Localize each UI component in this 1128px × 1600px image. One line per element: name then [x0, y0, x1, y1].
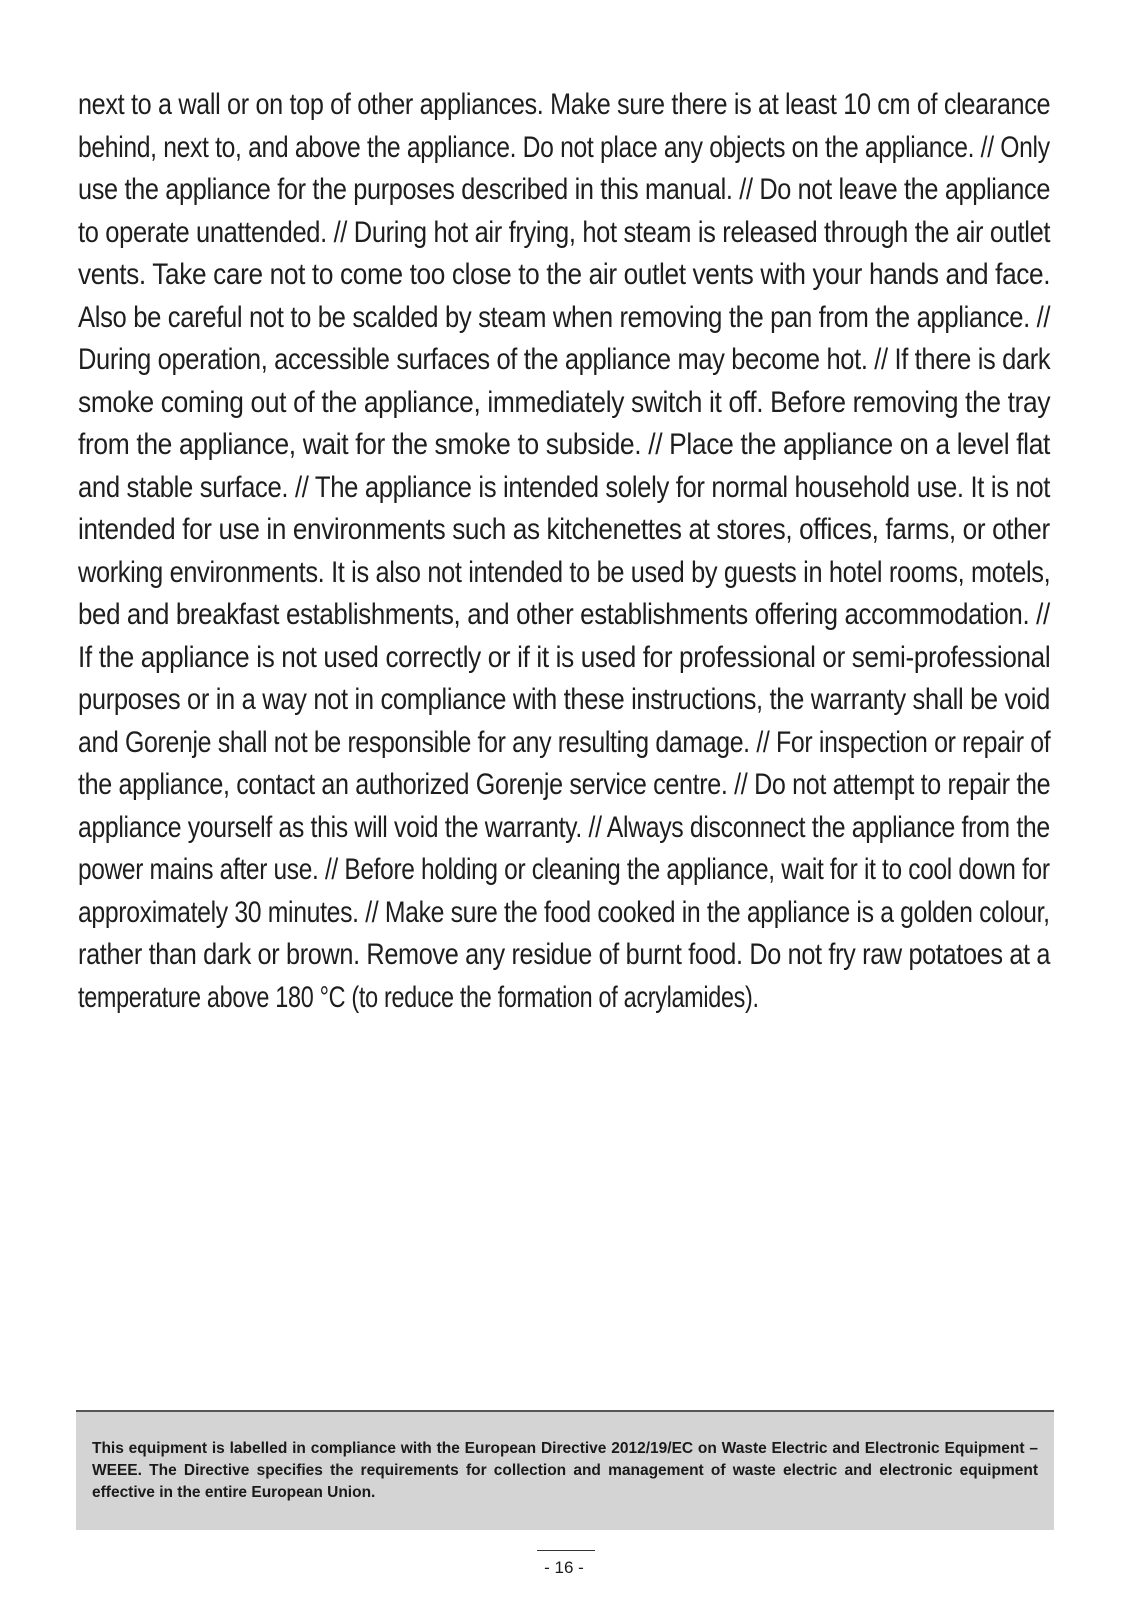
footer-divider: [537, 1550, 595, 1551]
body-text-line: next to a wall or on top of other appliances. Make sure there is at least 10 cm of clearance: [78, 88, 1051, 121]
body-text-line: intended for use in environments such as kitchenettes at stores, offices, farms, or other: [78, 513, 1050, 546]
body-text-line: and Gorenje shall not be responsible for any resulting damage. // For inspection or repair of: [78, 725, 1051, 759]
body-text-line: power mains after use. // Before holding or cleaning the appliance, wait for it to cool down for: [78, 853, 1050, 886]
body-text-line: the appliance, contact an authorized Gorenje service centre. // Do not attempt to repair the: [78, 768, 1051, 801]
body-text-line: and stable surface. // The appliance is intended solely for normal household use. It is not: [78, 470, 1051, 504]
body-text-line: purposes or in a way not in compliance with these instructions, the warranty shall be void: [78, 683, 1050, 716]
body-text-line: vents. Take care not to come too close to the air outlet vents with your hands and face.: [78, 258, 1051, 291]
body-text-line: temperature above 180 °C (to reduce the formation of acrylamides).: [78, 980, 759, 1014]
weee-notice-box: [76, 1410, 1054, 1530]
body-text-line: bed and breakfast establishments, and other establishments offering accommodation. //: [78, 598, 1050, 631]
body-text-line: behind, next to, and above the appliance. Do not place any objects on the appliance. // Only: [78, 130, 1050, 164]
safety-instructions-text: [78, 84, 1050, 1019]
body-text-line: appliance yourself as this will void the warranty. // Always disconnect the appliance from the: [78, 810, 1050, 844]
body-text-line: If the appliance is not used correctly or if it is used for professional or semi-professional: [78, 640, 1051, 674]
body-text-line: approximately 30 minutes. // Make sure the food cooked in the appliance is a golden colour,: [78, 895, 1050, 929]
body-text-line: rather than dark or brown. Remove any residue of burnt food. Do not fry raw potatoes at a: [78, 938, 1051, 971]
body-text-line: Also be careful not to be scalded by steam when removing the pan from the appliance. //: [78, 300, 1051, 334]
body-text-line: to operate unattended. // During hot air frying, hot steam is released through the air outlet: [78, 215, 1051, 249]
body-text-line: use the appliance for the purposes described in this manual. // Do not leave the appliance: [78, 173, 1051, 206]
page-number: - 16 -: [544, 1558, 584, 1577]
body-text-line: During operation, accessible surfaces of the appliance may become hot. // If there is dark: [78, 343, 1051, 376]
body-text-line: from the appliance, wait for the smoke to subside. // Place the appliance on a level flat: [78, 428, 1050, 461]
body-text-line: working environments. It is also not intended to be used by guests in hotel rooms, motels,: [78, 555, 1051, 589]
weee-notice-text: This equipment is labelled in compliance with the European Directive 2012/19/EC on Waste Electric and Electronic Equipment – WEEE. The Directive specifies the requirements for collection and management of waste electric and electronic equipment effective in the entire European Union.: [92, 1440, 1038, 1501]
body-text-line: smoke coming out of the appliance, immediately switch it off. Before removing the tray: [78, 385, 1051, 419]
